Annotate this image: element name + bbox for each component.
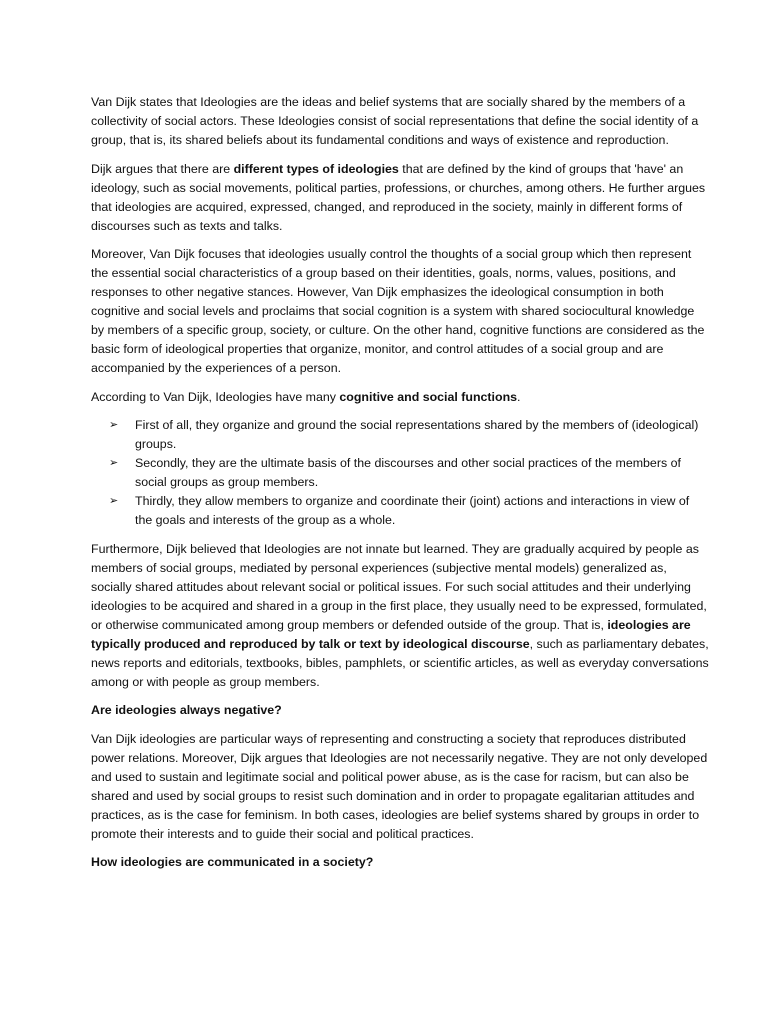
arrow-bullet-icon: ➢ xyxy=(109,457,119,469)
paragraph-types-text-2: that are defined by the kind of groups that 'have' an ideology, such as social movements, political parties, professions, or churches, among others. He further argues that ideologies are acquired, expressed, changed, and reproduced in the society, mainly in different forms of discourses such as texts and talks. xyxy=(91,161,706,233)
paragraph-definition-text: Van Dijk states that Ideologies are the ideas and belief systems that are socially shared by the members of a collectivity of social actors. These Ideologies consist of social representations that define the social identity of a group, that is, its shared beliefs about its fundamental conditions and ways of existence and reproduction. xyxy=(91,95,699,147)
paragraph-learned-text-1: Furthermore, Dijk believed that Ideologies are not innate but learned. They are gradually acquired by people as members of social groups, mediated by personal experiences (subjective mental models) generalized as, socially shared attitudes about relevant social or political issues. For such social attitudes and their underlying ideologies to be acquired and shared in a group in the first place, they usually need to be expressed, formulated, or otherwise communicated among group members or defended outside of the group. That is, xyxy=(91,541,707,632)
functions-list xyxy=(91,416,709,530)
list-item-text: Thirdly, they allow members to organize and coordinate their (joint) actions and interactions in view of the goals and interests of the group as a whole. xyxy=(135,494,690,527)
paragraph-power xyxy=(91,730,709,844)
paragraph-cognition xyxy=(91,245,709,378)
paragraph-functions-bold: cognitive and social functions xyxy=(339,389,518,404)
arrow-bullet-icon: ➢ xyxy=(109,419,119,431)
paragraph-types-bold: different types of ideologies xyxy=(233,161,399,176)
paragraph-definition xyxy=(91,93,709,150)
paragraph-learned-bold: ideologies are typically produced and reproduced by talk or text by ideological discourse xyxy=(91,617,691,651)
paragraph-types-text-1: Dijk argues that there are xyxy=(91,161,234,176)
paragraph-cognition-text: Moreover, Van Dijk focuses that ideologies usually control the thoughts of a social group which then represent the essential social characteristics of a group based on their identities, goals, norms, values, positions, and responses to other negative stances. However, Van Dijk emphasizes the ideological consumption in both cognitive and social levels and proclaims that social cognition is a system with shared sociocultural knowledge by members of a specific group, society, or culture. On the other hand, cognitive functions are considered as the basic form of ideological properties that organize, monitor, and control attitudes of a social group and are accompanied by the experiences of a person. xyxy=(91,247,705,375)
list-item xyxy=(91,454,709,492)
list-item xyxy=(91,416,709,454)
list-item-text: First of all, they organize and ground the social representations shared by the members of (ideological) groups. xyxy=(135,418,699,451)
arrow-bullet-icon: ➢ xyxy=(109,495,119,507)
list-item-text: Secondly, they are the ultimate basis of the discourses and other social practices of the members of social groups as group members. xyxy=(135,456,681,489)
paragraph-learned-text-2: , such as parliamentary debates, news reports and editorials, textbooks, bibles, pamphlets, or scientific articles, as well as everyday conversations among or with people as group members. xyxy=(91,636,709,689)
document-page xyxy=(91,93,709,882)
list-item xyxy=(91,492,709,530)
paragraph-functions-text-1: According to Van Dijk, Ideologies have many xyxy=(91,389,340,404)
heading-negative: Are ideologies always negative? xyxy=(91,703,282,717)
paragraph-types xyxy=(91,160,709,236)
heading-communicated: How ideologies are communicated in a society? xyxy=(91,855,374,869)
paragraph-power-text: Van Dijk ideologies are particular ways of representing and constructing a society that reproduces distributed power relations. Moreover, Dijk argues that Ideologies are not necessarily negative. They are not only developed and used to sustain and legitimate social and political power abuse, as is the case for racism, but can also be shared and used by social groups to resist such domination and in order to propagate egalitarian attitudes and practices, as is the case for feminism. In both cases, ideologies are belief systems shared by groups in order to promote their interests and to guide their social and political practices. xyxy=(91,731,708,841)
paragraph-functions xyxy=(91,388,709,407)
paragraph-functions-text-2: . xyxy=(517,389,521,404)
paragraph-learned xyxy=(91,540,709,692)
